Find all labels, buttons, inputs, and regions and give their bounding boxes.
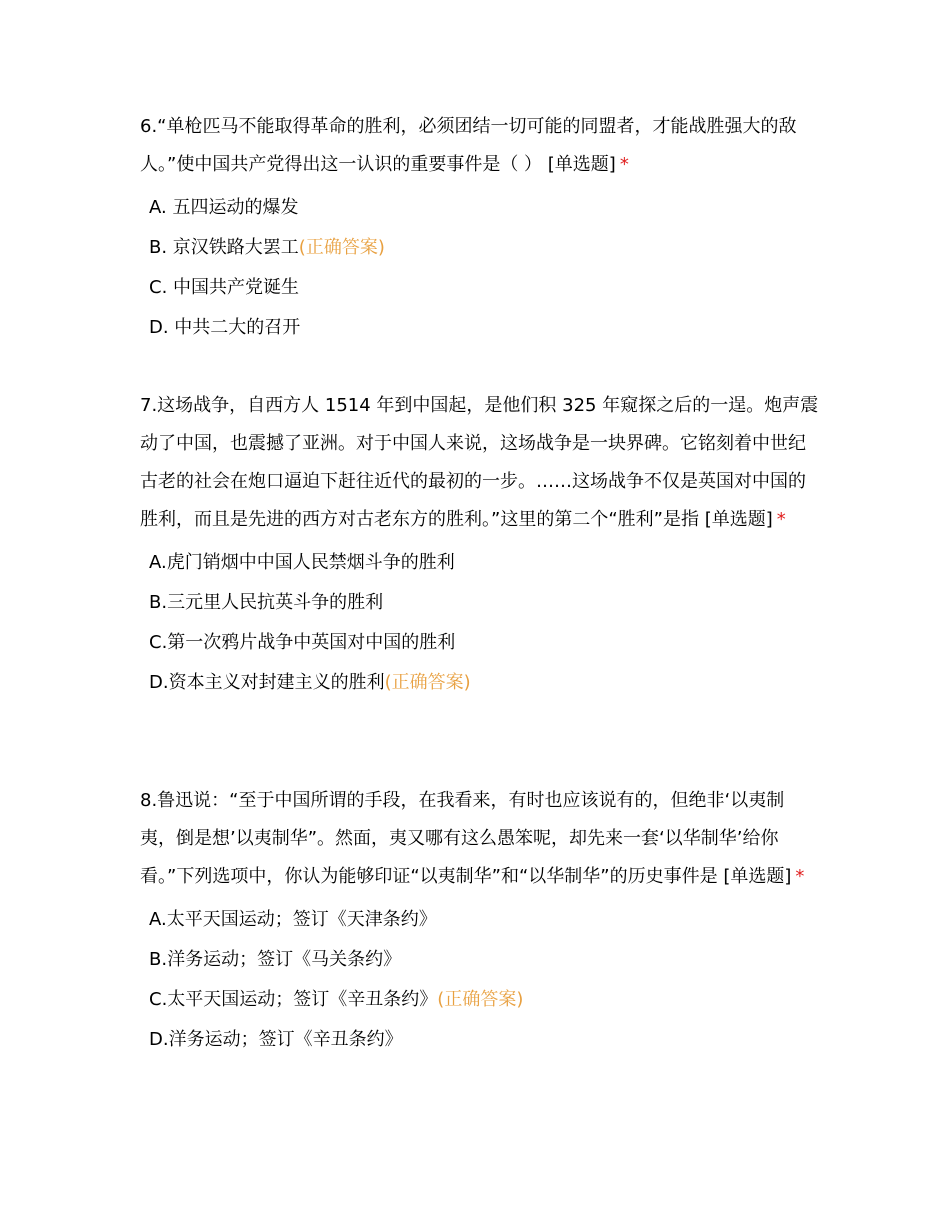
option-b[interactable]: B. 京汉铁路大罢工(正确答案) (149, 237, 385, 258)
option-a[interactable]: A. 五四运动的爆发 (149, 197, 299, 218)
option-d[interactable]: D. 中共二大的召开 (149, 317, 301, 338)
question-text: 7.这场战争，自西方人 1514 年到中国起，是他们积 325 年窥探之后的一逞。炮声震动了中国，也震撼了亚洲。对于中国人来说，这场战争是一块界碑。它铭刻着中世纪古老的社会在炮口逼迫下赶往近代的最初的一步。……这场战争不仅是英国对中国的胜利，而且是先进的西方对古老东方的胜利。”这里的第二个“胜利”是指 [单选题] * (140, 395, 819, 530)
question-8 (140, 782, 820, 1060)
correct-answer-note: (正确答案) (384, 672, 471, 693)
required-mark: * (795, 866, 805, 887)
question-7 (140, 387, 820, 703)
option-a[interactable]: A.虎门销烟中中国人民禁烟斗争的胜利 (149, 552, 455, 573)
option-d[interactable]: D.洋务运动；签订《辛丑条约》 (149, 1029, 403, 1050)
options-list (140, 900, 820, 1060)
question-6 (140, 108, 820, 348)
question-text: 8.鲁迅说：“至于中国所谓的手段，在我看来，有时也应该说有的，但绝非‘以夷制夷，倒是想’以夷制华”。然面，夷又哪有这么愚笨呢，却先来一套‘以华制华’给你看。”下列选项中，你认为能够印证“以夷制华”和“以华制华”的历史事件是 [单选题] * (140, 790, 805, 887)
options-list (140, 188, 820, 348)
option-b[interactable]: B.洋务运动；签订《马关条约》 (149, 949, 402, 970)
option-a[interactable]: A.太平天国运动；签订《天津条约》 (149, 909, 437, 930)
correct-answer-note: (正确答案) (298, 237, 385, 258)
options-list (140, 543, 820, 703)
option-c[interactable]: C.第一次鸦片战争中英国对中国的胜利 (149, 632, 456, 653)
option-d[interactable]: D.资本主义对封建主义的胜利(正确答案) (149, 672, 471, 693)
required-mark: * (776, 509, 786, 530)
required-mark: * (619, 154, 629, 175)
option-c[interactable]: C.太平天国运动；签订《辛丑条约》(正确答案) (149, 989, 524, 1010)
correct-answer-note: (正确答案) (437, 989, 524, 1010)
option-c[interactable]: C. 中国共产党诞生 (149, 277, 300, 298)
question-text: 6.“单枪匹马不能取得革命的胜利，必须团结一切可能的同盟者，才能战胜强大的敌人。”使中国共产党得出这一认识的重要事件是（ ） [单选题] * (140, 116, 797, 175)
option-b[interactable]: B.三元里人民抗英斗争的胜利 (149, 592, 384, 613)
